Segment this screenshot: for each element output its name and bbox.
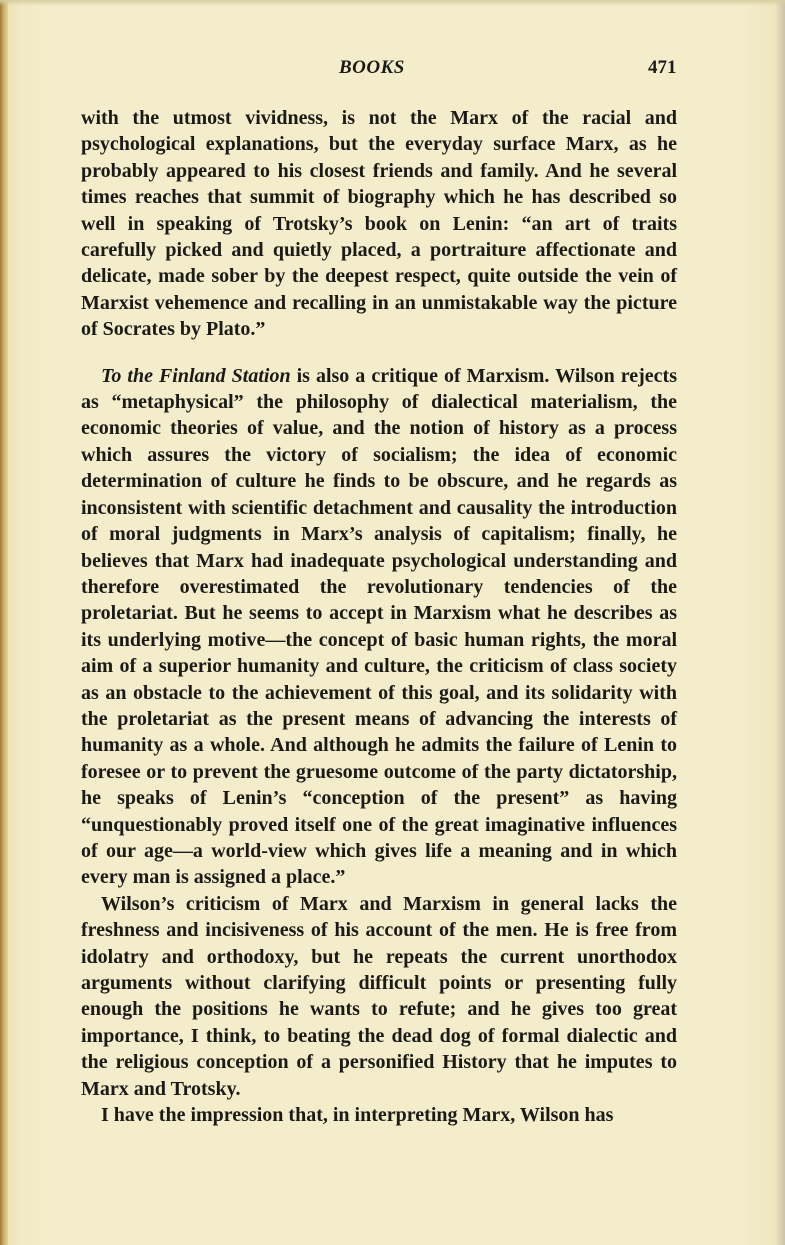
paragraph-4 xyxy=(81,1102,677,1128)
page-top-edge xyxy=(0,0,785,6)
book-title-italic: To the Finland Station xyxy=(101,364,291,387)
paragraph-4-text: I have the impression that, in interpreting Marx, Wilson has xyxy=(101,1104,614,1127)
page-number: 471 xyxy=(648,57,677,78)
page-spine-shadow xyxy=(0,0,8,1245)
paragraph-1-text: with the utmost vividness, is not the Marx of the racial and psychological explanations, but the everyday surface Marx, as he probably appeared to his closest friends and family. And he several times reaches that summit of biography which he has described so well in speaking of Trotsky’s book on Lenin: “an art of traits carefully picked and quietly placed, a portraiture affectionate and delicate, made sober by the deepest respect, quite outside the vein of Marxist vehemence and recalling in an unmistakable way the picture of Socrates by Plato.” xyxy=(81,107,677,341)
paragraph-1 xyxy=(81,105,677,343)
paragraph-3-text: Wilson’s criticism of Marx and Marxism in general lacks the freshness and incisiveness of his account of the men. He is free from idolatry and orthodoxy, but he repeats the current unorthodox arguments without clarifying difficult points or presenting fully enough the positions he wants to refute; and he gives too great importance, I think, to beating the dead dog of formal dialectic and the religious conception of a personified History that he imputes to Marx and Trotsky. xyxy=(81,892,677,1100)
paragraph-2-text: is also a critique of Marxism. Wilson rejects as “metaphysical” the philosophy of dialectical materialism, the economic theories of value, and the notion of history as a process which assures the victory of socialism; the idea of economic determination of culture he finds to be obscure, and he regards as inconsistent with scientific detachment and causality the introduction of moral judgments in Marx’s analysis of capitalism; finally, he believes that Marx had inadequate psychological understanding and therefore overestimated the revolutionary tendencies of the proletariat. But he seems to accept in Marxism what he describes as its underlying motive—the concept of basic human rights, the moral aim of a superior humanity and culture, the criticism of class society as an obstacle to the achievement of this goal, and its solidarity with the proletariat as the present means of advancing the interests of humanity as a whole. And although he admits the failure of Lenin to foresee or to prevent the gruesome outcome of the party dictatorship, he speaks of Lenin’s “conception of the present” as having “unquestionably proved itself one of the great imaginative influences of our age—a world-view which gives life a meaning and in which every man is assigned a place.” xyxy=(81,364,677,889)
paragraph-2 xyxy=(81,363,677,891)
running-head: BOOKS xyxy=(339,57,405,78)
page-header xyxy=(0,57,785,83)
paragraph-3 xyxy=(81,891,677,1102)
body-text xyxy=(81,105,677,1128)
